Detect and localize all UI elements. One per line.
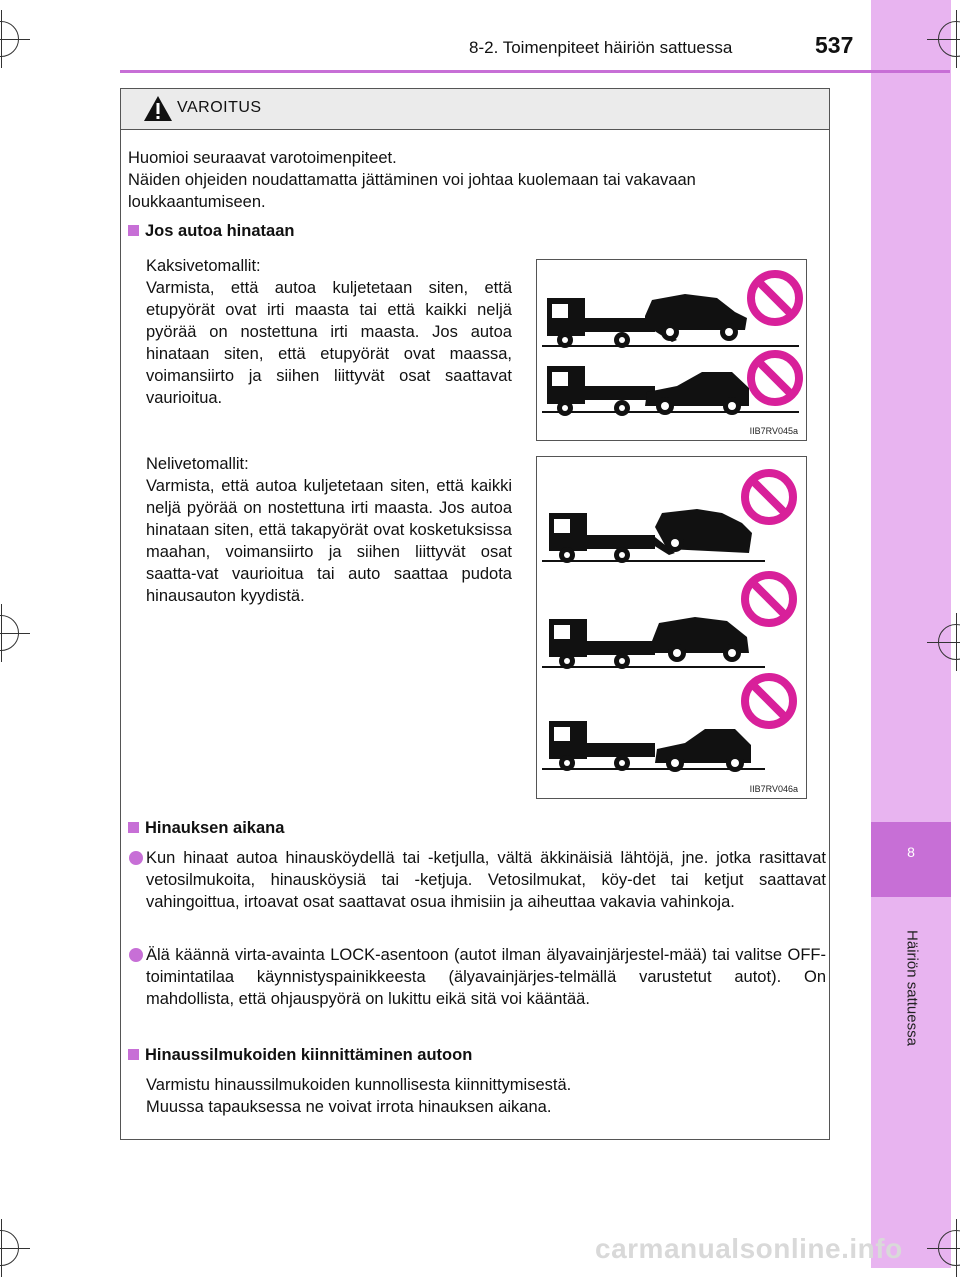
warning-box	[120, 88, 830, 1140]
section-marker-icon	[128, 822, 139, 833]
bullet-icon	[129, 851, 143, 865]
intro-line-1: Huomioi seuraavat varotoimenpiteet.	[128, 149, 397, 167]
chapter-label-text: Häiriön sattuessa	[903, 930, 921, 1046]
crop-mark	[0, 1230, 19, 1266]
four-wd-text: Varmista, että autoa kuljetetaan siten, että kaikki neljä pyörää on nostettuna irti maasta. Jos autoa hinataan siten, että takapyörät ovat kosketuksissa maahan, voimansiirto ja siihen liittyvät osat saatta-vat vaurioitua tai auto saattaa pudota hinausauton kyydistä.	[146, 477, 512, 605]
warning-label: VAROITUS	[177, 99, 262, 116]
tow-truck-illustration	[542, 617, 765, 669]
chapter-number: 8	[907, 844, 915, 860]
towing-bullet-2: Älä käännä virta-avainta LOCK-asentoon (autot ilman älyavainjärjestel-mää) tai valitse OFF-toimintatilaa käynnistyspainikkeesta (älyavainjärjes-telmällä varustetut autot). On mahdollista, että ohjauspyörä on lukittu eikä sitä voi kääntää.	[146, 946, 826, 1008]
page-number: 537	[815, 32, 854, 58]
header-rule	[120, 70, 950, 73]
section-tow-eye-title-text: Hinaussilmukoiden kiinnittäminen autoon	[145, 1046, 473, 1064]
crop-mark	[0, 21, 19, 57]
towing-bullet-1: Kun hinaat autoa hinausköydellä tai -ketjulla, vältä äkkinäisiä lähtöjä, jne. jotka rasittavat vetosilmukoita, hinausköysiä tai -ketjuja. Vetosilmukat, köy-det tai ketjut saattavat vahingoittua, irtoavat osat saattavat osua ihmisiin ja aiheuttaa vakavia vahinkoja.	[146, 849, 826, 911]
chapter-label	[898, 908, 926, 1068]
prohibited-icon	[751, 274, 799, 322]
section-marker-icon	[128, 225, 139, 236]
crop-mark	[0, 615, 19, 651]
section-marker-icon	[128, 1049, 139, 1060]
figure-4wd-drawing	[537, 457, 805, 779]
section-towing-title	[128, 222, 294, 241]
intro-line-2: Näiden ohjeiden noudattamatta jättäminen voi johtaa kuolemaan tai vakavaan loukkaantumiseen.	[128, 171, 696, 211]
figure-2wd-towing	[536, 259, 807, 441]
tow-truck-illustration	[542, 721, 765, 772]
tow-eye-line-2: Muussa tapauksessa ne voivat irrota hinauksen aikana.	[146, 1098, 552, 1116]
prohibited-icon	[745, 677, 793, 725]
figure-code: IIB7RV046a	[749, 784, 798, 794]
section-tow-eye-title	[128, 1046, 472, 1065]
watermark: carmanualsonline.info	[595, 1233, 903, 1264]
four-wd-title: Nelivetomallit:	[146, 455, 249, 473]
section-during-towing-title-text: Hinauksen aikana	[145, 819, 285, 837]
warning-header	[121, 89, 829, 130]
warning-triangle-icon	[143, 95, 173, 122]
bullet-icon	[129, 948, 143, 962]
tow-truck-illustration	[542, 366, 799, 416]
chapter-number-box	[871, 822, 951, 897]
two-wd-title: Kaksivetomallit:	[146, 257, 261, 275]
section-header-title: 8-2. Toimenpiteet häiriön sattuessa	[469, 38, 733, 57]
section-during-towing-title	[128, 819, 284, 838]
section-towing-title-text: Jos autoa hinataan	[145, 222, 295, 240]
figure-2wd-drawing	[537, 260, 805, 420]
prohibited-icon	[751, 354, 799, 402]
figure-code: IIB7RV045a	[749, 426, 798, 436]
prohibited-icon	[745, 575, 793, 623]
tow-eye-line-1: Varmistu hinaussilmukoiden kunnollisesta kiinnittymisestä.	[146, 1076, 572, 1094]
tow-truck-illustration	[542, 509, 765, 563]
prohibited-icon	[745, 473, 793, 521]
figure-4wd-towing	[536, 456, 807, 799]
two-wd-text: Varmista, että autoa kuljetetaan siten, että etupyörät ovat irti maasta tai että kaikki neljä pyörää on nostettuna irti maasta. Jos autoa hinataan siten, että etupyörät ovat maassa, voimansiirto ja siihen liittyvät osat saattavat vaurioitua.	[146, 279, 512, 407]
